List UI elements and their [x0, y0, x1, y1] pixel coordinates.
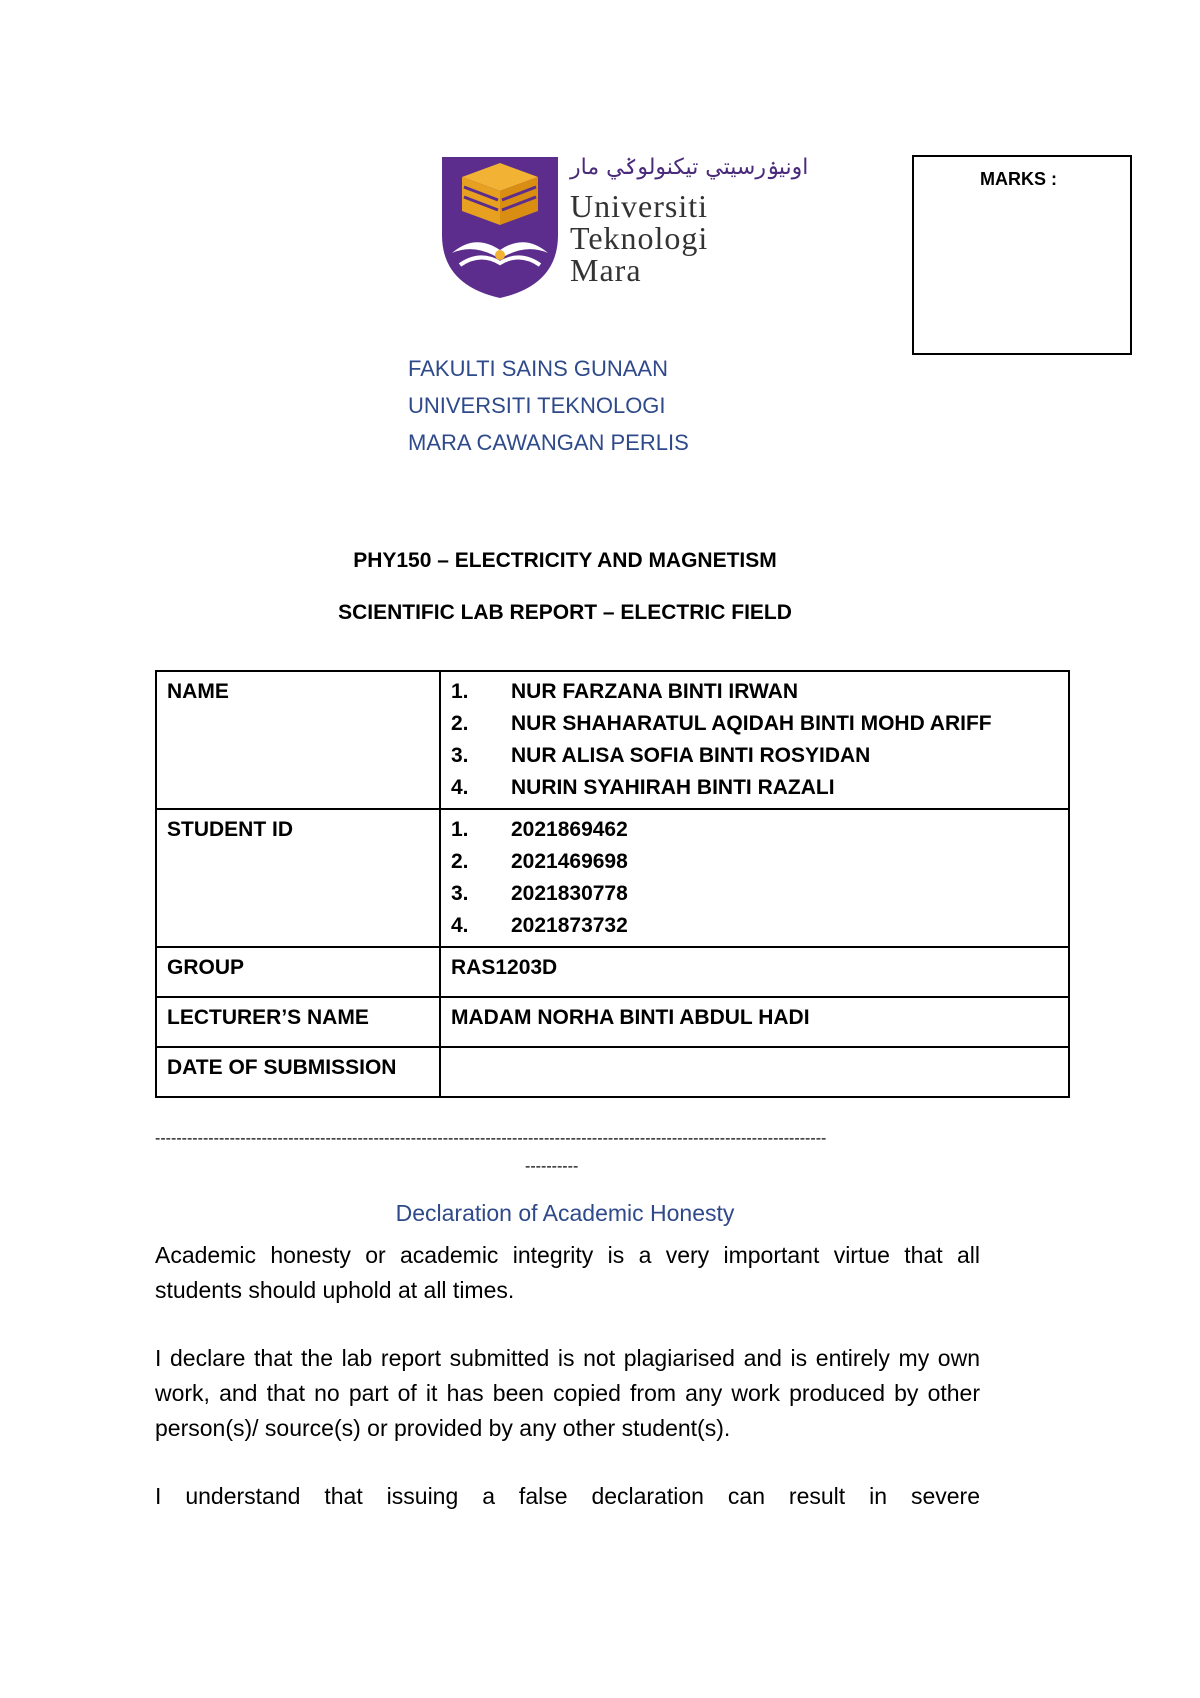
list-item [451, 772, 1058, 804]
lecturer-value: MADAM NORHA BINTI ABDUL HADI [440, 997, 1069, 1047]
list-number: 4. [451, 776, 469, 799]
university-logo [440, 155, 809, 300]
list-item [451, 910, 1058, 942]
name-label: NAME [156, 671, 440, 809]
student-id: 2021469698 [511, 850, 628, 873]
student-id: 2021869462 [511, 818, 628, 841]
separator-line-tail: ---------- [525, 1158, 579, 1175]
group-value: RAS1203D [440, 947, 1069, 997]
ids-cell [440, 809, 1069, 947]
declaration-paragraph-1: Academic honesty or academic integrity is a very important virtue that all students should uphold at all times. [155, 1242, 980, 1303]
list-number: 2. [451, 850, 469, 873]
list-number: 4. [451, 914, 469, 937]
lecturer-label: LECTURER’S NAME [156, 997, 440, 1047]
faculty-block [408, 350, 689, 461]
table-row-lecturer [156, 997, 1069, 1047]
report-titles [0, 535, 1130, 639]
declaration-paragraph-3: I understand that issuing a false declaration can result in severe [155, 1483, 980, 1509]
table-row-group [156, 947, 1069, 997]
student-name: NUR SHAHARATUL AQIDAH BINTI MOHD ARIFF [511, 712, 992, 735]
student-info-table [155, 670, 1070, 1098]
date-label: DATE OF SUBMISSION [156, 1047, 440, 1097]
list-item [451, 846, 1058, 878]
list-number: 1. [451, 680, 469, 703]
logo-line-1: Universiti [570, 188, 708, 224]
student-id-label: STUDENT ID [156, 809, 440, 947]
logo-line-3: Mara [570, 252, 642, 288]
list-number: 1. [451, 818, 469, 841]
faculty-line-2: UNIVERSITI TEKNOLOGI [408, 393, 666, 418]
university-crest-icon [440, 155, 560, 300]
list-item [451, 878, 1058, 910]
student-id: 2021873732 [511, 914, 628, 937]
marks-box [912, 155, 1132, 355]
student-name: NURIN SYAHIRAH BINTI RAZALI [511, 776, 835, 799]
group-label: GROUP [156, 947, 440, 997]
list-number: 3. [451, 744, 469, 767]
declaration-title: Declaration of Academic Honesty [395, 1200, 735, 1226]
declaration-body [155, 1238, 980, 1547]
names-cell [440, 671, 1069, 809]
student-name: NUR FARZANA BINTI IRWAN [511, 680, 798, 703]
student-name: NUR ALISA SOFIA BINTI ROSYIDAN [511, 744, 871, 767]
report-title: SCIENTIFIC LAB REPORT – ELECTRIC FIELD [338, 601, 792, 624]
faculty-line-1: FAKULTI SAINS GUNAAN [408, 356, 668, 381]
course-title: PHY150 – ELECTRICITY AND MAGNETISM [353, 549, 777, 572]
list-item [451, 676, 1058, 708]
list-number: 2. [451, 712, 469, 735]
marks-label: MARKS : [980, 169, 1057, 189]
table-row-student-id [156, 809, 1069, 947]
date-value [440, 1047, 1069, 1097]
list-item [451, 814, 1058, 846]
faculty-line-3: MARA CAWANGAN PERLIS [408, 430, 689, 455]
logo-wordmark [570, 190, 708, 286]
declaration-paragraph-2: I declare that the lab report submitted is not plagiarised and is entirely my own work, and that no part of it has been copied from any work produced by other person(s)/ source(s) or provided by any other student(s). [155, 1345, 980, 1441]
table-row-name [156, 671, 1069, 809]
logo-jawi-text: اونيۏرسيتي تيكنولوݢي مار [570, 155, 809, 180]
list-number: 3. [451, 882, 469, 905]
list-item [451, 740, 1058, 772]
table-row-date [156, 1047, 1069, 1097]
student-id: 2021830778 [511, 882, 628, 905]
list-item [451, 708, 1058, 740]
logo-line-2: Teknologi [570, 220, 709, 256]
separator-line: ------------------------------------------------------------------------------------------------------------------------------ [155, 1130, 827, 1147]
